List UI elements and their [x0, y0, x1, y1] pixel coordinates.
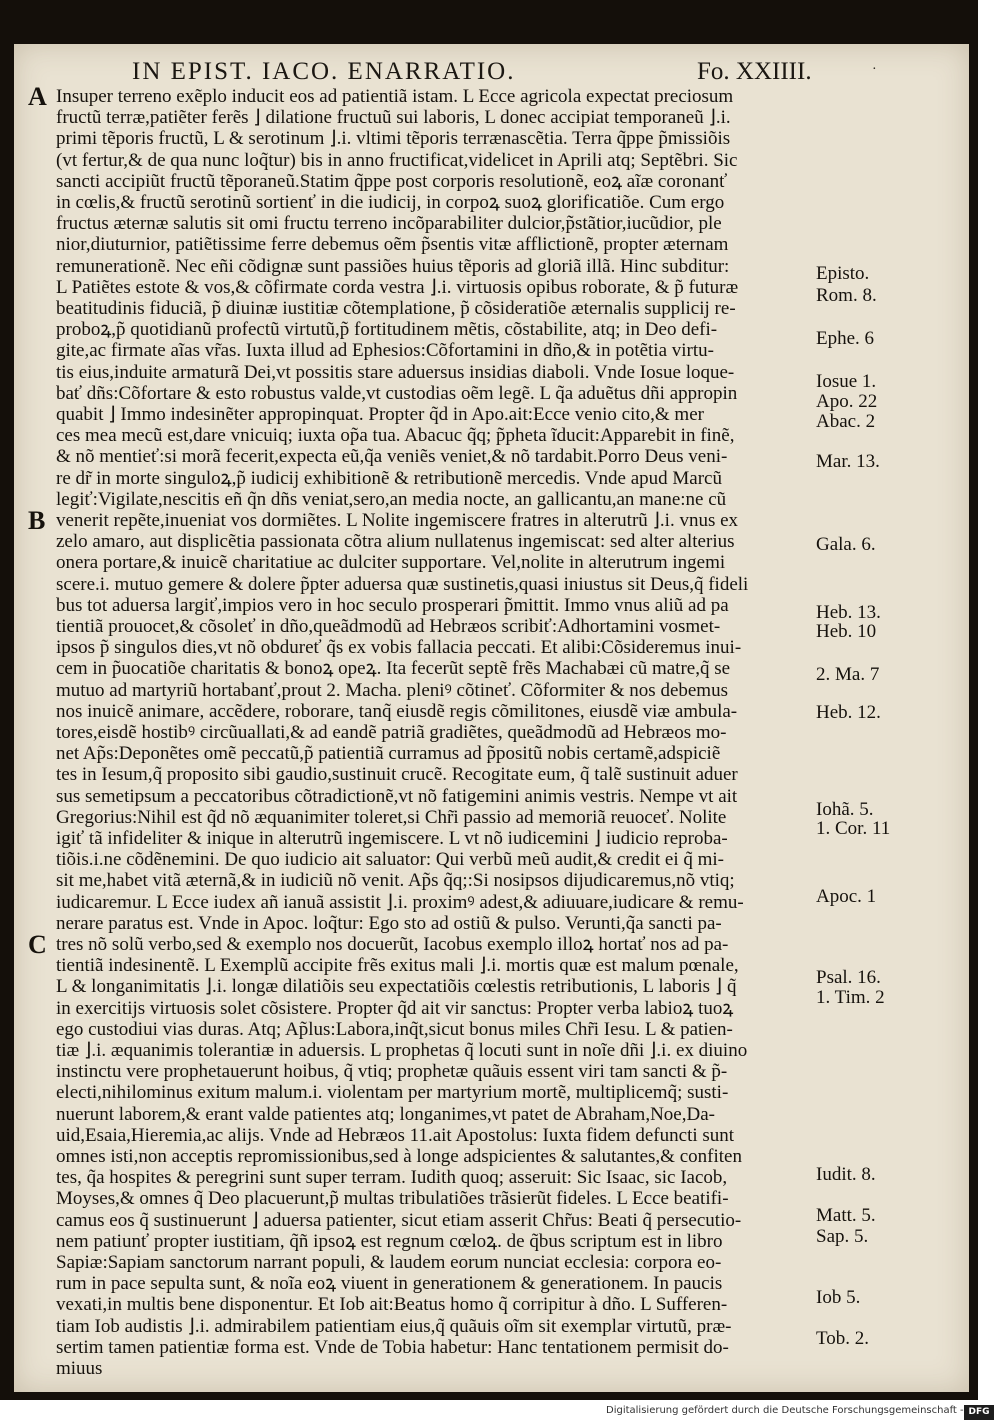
section-letter-b: B: [28, 506, 46, 535]
text-line: nos inuicẽ animare, accẽdere, roborare, tanq̃ eiusdẽ regis cõmilitones, eiusdẽ viæ ambula-: [56, 700, 738, 722]
text-line: quabit ⌋ Immo indesinẽter appropinquat. Propter q̃d in Apo.ait:Ecce venio cito,& mer: [56, 404, 704, 425]
text-line: Moyses,& omnes q̃ Deo placuerunt,p̃ multas tribulatiões trãsierũt fideles. L Ecce beatifi-: [56, 1188, 729, 1210]
text-line: bus tot aduersa largiť,impios vero in hoc seculo prosperari p̃mittit. Immo vnus aliũ ad pa: [56, 594, 729, 616]
margin-reference: Matt. 5.: [816, 1205, 876, 1226]
text-line: (vt fertur,& de qua nunc loq̃tur) bis in anno fructificat,videlicet in Aprili atq; Septẽbri. Sic: [56, 149, 738, 171]
text-line: tres nõ solũ verbo,sed & exemplo nos docuerũt, Iacobus exemplo illoꝝ hortať nos ad pa-: [56, 934, 729, 955]
margin-reference: Sap. 5.: [816, 1226, 869, 1247]
margin-reference: Episto.: [816, 263, 870, 284]
text-line: re dr̃ in morte singuloꝝ,p̃ iudicij exhibitionẽ & retributionẽ mercedis. Vnde apud Marcũ: [56, 467, 722, 489]
text-line: sus semetipsum a peccatoribus cõtradictionẽ,vt nõ fatigemini animis vestris. Nempe vt ait: [56, 785, 738, 807]
text-line: omnes isti,non acceptis repromissionibus,sed à longe adspicientes & salutantes,& confiten: [56, 1146, 742, 1167]
text-line: venerit repẽte,inueniat vos dormiẽtes. L Nolite ingemiscere fratres in alterutrũ ⌋.i. vnus ex: [56, 510, 739, 531]
text-line: tes, q̃a hospites & peregrini sunt super terram. Iudith quoq; asseruit: Sic Isaac, sic Iacob,: [56, 1167, 728, 1189]
text-line: vexati,in multis bene disponentur. Et Iob ait:Beatus homo q̃ corripitur à dño. L Sufferen-: [56, 1294, 728, 1316]
margin-reference: Ephe. 6: [816, 328, 875, 349]
margin-reference: Abac. 2: [816, 411, 876, 432]
margin-reference: Tob. 2.: [816, 1328, 870, 1349]
section-letter-c: C: [28, 930, 47, 959]
dfg-logo: DFG: [964, 1405, 994, 1420]
text-line: sit me,habet vitã æternã,& in iudiciũ nõ venit. Ap̃s q̃q;:Si nosipsos dijudicaremus,nõ vtiq;: [56, 870, 735, 892]
text-line: nem patiunť propter iustitiam, q̃ñ ipsoꝝ est regnum cœloꝝ. de q̃bus scriptum est in libro: [56, 1230, 723, 1252]
text-line: ces mea mecũ est,dare vnicuiq; iuxta op̃a tua. Abacuc q̃q; p̃pheta ĩducit:Apparebit in finẽ,: [56, 425, 735, 447]
text-line: bať dñs:Cõfortare & esto robustus valde,vt custodias oẽm legẽ. L q̃a aduẽtus dñi appropin: [56, 382, 738, 404]
text-line: beatitudinis fiduciã, p̃ diuinæ iustitiæ cõtemplatione, p̃ cõsideratiõe æternalis supplicij re-: [56, 298, 736, 319]
text-line: scere.i. mutuo gemere & dolere p̃pter aduersa quæ sustinetis,quasi iniustus sit Deus,q̃ fideli: [56, 573, 749, 595]
text-line: nior,diuturnior, patiẽtissime ferre debemus oẽm p̃sentis vitæ afflictionẽ, propter æternam: [56, 234, 729, 256]
text-line: tes in Iesum,q̃ proposito sibi gaudio,sustinuit crucẽ. Recogitate eum, q̃ talẽ sustinuit aduer: [56, 764, 738, 786]
text-line: zelo amaro, aut displicẽtia passionata cõtra alium nullatenus ingemiscat: sed alter alterius: [56, 531, 735, 553]
running-header: IN EPIST. IACO. ENARRATIO.: [132, 58, 516, 85]
text-line: tores,eisdẽ hostibꝰ circũuallati,& ad eandẽ patriã gradiẽtes, queãdmodũ ad Hebræos mo-: [56, 722, 727, 743]
text-line: instinctu vere prophetauerunt hoibus, q̃ vtiq; prophetæ quãuis essent viri tam sancti & p̃-: [56, 1061, 728, 1083]
text-line: nuerunt laborem,& erant valde patientes atq; longanimes,vt patet de Abraham,Noe,Da-: [56, 1103, 715, 1125]
text-line: onera portare,& inuicẽ charitatiue ac dulciter supportare. Vel,nolite in alterutrum ingemi: [56, 552, 726, 574]
text-line: tientiã indesinentẽ. L Exemplũ accipite frẽs exitus mali ⌋.i. mortis quæ est malum pœnale,: [56, 955, 739, 977]
text-line: Insuper terreno exẽplo inducit eos ad patientiã istam. L Ecce agricola expectat preciosum: [56, 86, 734, 107]
margin-reference: Apoc. 1: [816, 886, 877, 907]
text-line: camus eos q̃ sustinuerunt ⌋ aduersa patienter, sicut etiam asserit Chr̃us: Beati q̃ persecutio-: [56, 1209, 742, 1231]
text-line: remunerationẽ. Nec eñi cõdignæ sunt passiões huius tẽporis ad gloriã illã. Hinc subditur:: [56, 255, 730, 277]
text-line: tis eius,induite armaturã Dei,vt possitis stare aduersus insidias diaboli. Vnde Iosue loque-: [56, 361, 735, 383]
text-line: L & longanimitatis ⌋.i. longæ dilatiõis seu expectatiõis cœlestis retributionis, L laboris ⌋ q̃: [56, 976, 737, 998]
section-letter-a: A: [28, 82, 47, 111]
text-line: net Ap̃s:Deponẽtes omẽ peccatũ,p̃ patientiã curramus ad p̃positũ nobis certamẽ,adspiciẽ: [56, 743, 721, 765]
margin-reference: 1. Cor. 11: [816, 818, 891, 839]
margin-reference: Gala. 6.: [816, 534, 876, 555]
text-line: ego custodiui vias duras. Atq; Ap̃lus:Labora,inq̃t,sicut bonus miles Chr̃i Iesu. L & patien-: [56, 1018, 733, 1040]
margin-reference: Apo. 22: [816, 391, 878, 412]
margin-reference: Rom. 8.: [816, 285, 877, 306]
margin-reference: Mar. 13.: [816, 451, 880, 472]
digitization-credit: Digitalisierung gefördert durch die Deutsche Forschungsgemeinschaft -: [606, 1405, 964, 1416]
margin-reference: Iohã. 5.: [816, 799, 874, 820]
text-line: fructũ terræ,patiẽter ferẽs ⌋ dilatione fructuũ sui laboris, L donec accipiat temporaneũ ⌋.i.: [56, 107, 731, 129]
text-line: sancti accipiũt fructũ tẽporaneũ.Statim q̃ppe post corporis resolutionẽ, eoꝝ aĩæ coronanť: [56, 170, 728, 192]
margin-reference: Heb. 12.: [816, 702, 881, 723]
folio-number: Fo. XXIIII.: [697, 58, 812, 85]
margin-reference: Heb. 13.: [816, 602, 881, 623]
text-line: ipsos p̃ singulos dies,vt nõ obdureť q̃s ex vobis fallacia peccati. Et alibi:Cõsideremus inui-: [56, 637, 742, 659]
text-line: in cœlis,& fructũ serotinũ sortienť in die iudicij, in corpoꝝ suoꝝ glorificatiõe. Cum ergo: [56, 192, 725, 213]
text-line: gite,ac firmate aĩas vr̃as. Iuxta illud ad Ephesios:Cõfortamini in dño,& in potẽtia virtu-: [56, 340, 714, 362]
text-line: rum in pace sepulta sunt, & noĩa eoꝝ viuent in generationem & generationem. In paucis: [56, 1273, 723, 1295]
text-line: primi tẽporis fructũ, L & serotinum ⌋.i. vltimi tẽporis terrænascẽtia. Terra q̃ppe p̃missiõis: [56, 128, 731, 150]
folio-mark: ·: [872, 62, 877, 77]
margin-reference: Psal. 16.: [816, 967, 881, 988]
margin-reference: Iob 5.: [816, 1287, 861, 1308]
text-line: & nõ mentieť:si morã fecerit,expecta eũ,q̃a veniẽs veniet,& nõ tardabit.Porro Deus veni-: [56, 446, 728, 468]
margin-reference: Iudit. 8.: [816, 1164, 876, 1185]
margin-reference: 1. Tim. 2: [816, 987, 885, 1008]
text-line: iudicaremur. L Ecce iudex añ ianuã assistit ⌋.i. proximꝰ adest,& adiuuare,iudicare & remu-: [56, 891, 744, 913]
text-line: sertim tamen patientiæ forma est. Vnde de Tobia habetur: Hanc tentationem permisit do-: [56, 1336, 729, 1358]
text-line: legiť:Vigilate,nescitis eñ q̃n dñs veniat,sero,an media nocte, an gallicantu,an mane:ne cũ: [56, 488, 727, 510]
text-line: tiæ ⌋.i. æquanimis tolerantiæ in aduersis. L prophetas q̃ locuti sunt in noĩe dñi ⌋.i. ex diuino: [56, 1040, 748, 1061]
text-line: L Patiẽtes estote & vos,& cõfirmate corda vestra ⌋.i. virtuosis opibus roborate, & p̃ futuræ: [56, 276, 739, 298]
text-line: proboꝝ,p̃ quotidianũ profectũ virtutũ,p̃ fortitudinem mẽtis, cõstabilite, atq; in Deo defi-: [56, 319, 718, 341]
text-line: cem in p̃uocatiõe charitatis & bonoꝝ opeꝝ. Ita fecerũt septẽ frẽs Machabæi cũ matre,q̃ se: [56, 658, 731, 680]
text-line: nerare paratus est. Vnde in Apoc. loq̃tur: Ego sto ad ostiũ & pulso. Verunti,q̃a sancti pa-: [56, 912, 722, 934]
text-line: mutuo ad martyriũ hortabanť,prout 2. Macha. pleniꝰ cõtineť. Cõformiter & nos debemus: [56, 679, 728, 701]
margin-reference: 2. Ma. 7: [816, 664, 880, 685]
text-line: in exercitijs virtuosis solet cõsistere. Propter q̃d ait vir sanctus: Propter verba labioꝝ tuoꝝ: [56, 997, 734, 1019]
text-line: Gregorius:Nihil est q̃d nõ æquanimiter toleret,si Chr̃i passio ad memoriã reuoceť. Nolite: [56, 806, 727, 828]
text-line: tiam Iob audistis ⌋.i. admirabilem patientiam eius,q̃ quãuis oĩm sit exemplar virtutũ, præ-: [56, 1315, 732, 1337]
text-line: tiõis.i.ne cõdẽnemini. De quo iudicio ait saluator: Qui verbũ meũ audit,& credit ei q̃ mi-: [56, 849, 725, 871]
text-line: igiť tã infideliter & inique in alterutrũ ingemiscere. L vt nõ iudicemini ⌋ iudicio reproba-: [56, 828, 728, 849]
text-line: uid,Esaia,Hieremia,ac alijs. Vnde ad Hebræos 11.ait Apostolus: Iuxta fidem defuncti sunt: [56, 1124, 735, 1146]
text-line: electi,nihilominus exitum malum.i. violentam per martyrium mortẽ, multiplicemq̃; susti-: [56, 1082, 729, 1104]
text-line: miuus: [56, 1358, 103, 1379]
text-line: fructus æternæ salutis sit omi fructu terreno incõparabiliter dulcior,p̃stãtior,iucũdior, ple: [56, 213, 722, 235]
margin-reference: Iosue 1.: [816, 371, 877, 392]
margin-reference: Heb. 10: [816, 621, 877, 642]
text-line: tientiã prouocet,& cõsoleť in dño,queãdmodũ ad Hebræos scribiť:Adhortamini vosmet-: [56, 616, 721, 637]
text-line: Sapiæ:Sapiam sanctorum narrant populi, & laudem eorum nunciat ecclesia: corpora eo-: [56, 1252, 722, 1273]
